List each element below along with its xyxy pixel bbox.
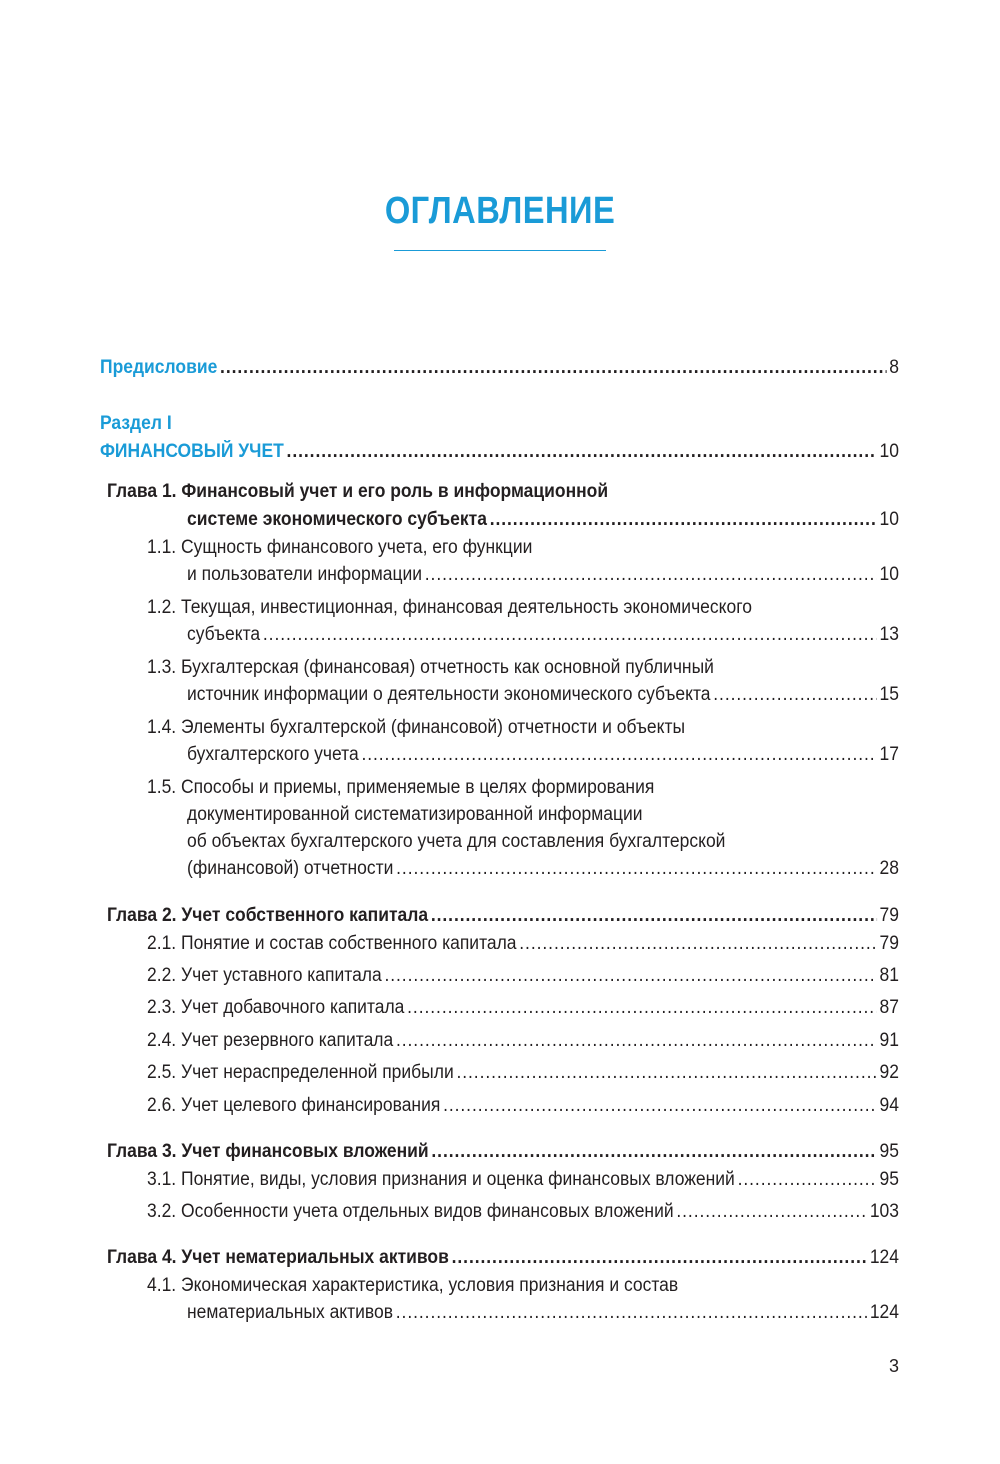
toc-page-number: 95 [879, 1141, 899, 1162]
dot-leader [452, 1246, 867, 1270]
toc-entry-2-5[interactable] [147, 1061, 899, 1085]
toc-entry-label: Глава 2. Учет собственного капитала [107, 905, 429, 926]
toc-entry-text: 1.2. Текущая, инвестиционная, финансовая деятельность экономического [147, 597, 752, 618]
toc-entry-3-2[interactable] [147, 1200, 899, 1224]
dot-leader [396, 1301, 867, 1325]
toc-entry-2-6[interactable] [147, 1094, 899, 1118]
toc-entry-1-3[interactable] [187, 683, 899, 707]
dot-leader [519, 932, 877, 956]
toc-page-number: 81 [879, 965, 899, 986]
toc-entry-label: источник информации о деятельности экономического субъекта [187, 684, 711, 705]
dot-leader [431, 1140, 876, 1164]
toc-entry-label: ФИНАНСОВЫЙ УЧЕТ [100, 441, 284, 462]
toc-entry-2-3[interactable] [147, 996, 899, 1020]
toc-page-number: 15 [879, 684, 899, 705]
toc-entry-text: документированной систематизированной информации [187, 804, 643, 825]
chapter-heading: Глава 1. Финансовый учет и его роль в информационной [107, 481, 609, 502]
title-underline [394, 250, 606, 251]
toc-page-number: 124 [869, 1302, 899, 1323]
toc-page-number: 17 [879, 744, 899, 765]
toc-entry-label: 2.4. Учет резервного капитала [147, 1030, 394, 1051]
toc-entry-chapter-3[interactable] [107, 1140, 899, 1164]
dot-leader [443, 1094, 877, 1118]
toc-entry-label: 2.3. Учет добавочного капитала [147, 997, 405, 1018]
toc-entry-label: 2.2. Учет уставного капитала [147, 965, 382, 986]
dot-leader [490, 508, 877, 532]
toc-page-number: 28 [879, 858, 899, 879]
toc-page-number: 79 [879, 933, 899, 954]
toc-entry-section[interactable] [100, 440, 899, 464]
page-title: ОГЛАВЛЕНИЕ [384, 190, 616, 232]
toc-entry-label: и пользователи информации [187, 564, 423, 585]
page-number: 3 [888, 1356, 899, 1376]
toc-entry-label: бухгалтерского учета [187, 744, 359, 765]
toc-page-number: 10 [879, 509, 899, 530]
toc-entry-2-4[interactable] [147, 1029, 899, 1053]
toc-page-number: 95 [879, 1169, 899, 1190]
toc-page-number: 10 [879, 441, 899, 462]
dot-leader [287, 440, 877, 464]
toc-entry-label: нематериальных активов [187, 1302, 394, 1323]
dot-leader [396, 857, 877, 881]
toc-entry-label: Глава 4. Учет нематериальных активов [107, 1247, 449, 1268]
toc-entry-text: об объектах бухгалтерского учета для составления бухгалтерской [187, 831, 726, 852]
toc-entry-1-5[interactable] [187, 857, 899, 881]
toc-entry-text: 1.1. Сущность финансового учета, его функции [147, 537, 533, 558]
toc-entry-label: Глава 3. Учет финансовых вложений [107, 1141, 429, 1162]
toc-entry-text: 4.1. Экономическая характеристика, условия признания и состав [147, 1275, 679, 1296]
section-label: Раздел I [100, 413, 172, 434]
dot-leader [713, 683, 877, 707]
toc-entry-label: субъекта [187, 624, 261, 645]
toc-page-number: 87 [879, 997, 899, 1018]
dot-leader [431, 904, 877, 928]
toc-entry-label: 3.1. Понятие, виды, условия признания и оценка финансовых вложений [147, 1169, 735, 1190]
toc-entry-label: системе экономического субъекта [187, 509, 487, 530]
toc-entry-chapter-2[interactable] [107, 904, 899, 928]
toc-entry-label: 2.5. Учет нераспределенной прибыли [147, 1062, 454, 1083]
dot-leader [738, 1168, 877, 1192]
dot-leader [456, 1061, 876, 1085]
toc-entry-1-2[interactable] [187, 623, 899, 647]
dot-leader [407, 996, 877, 1020]
toc-entry-text: 1.5. Способы и приемы, применяемые в целях формирования [147, 777, 655, 798]
toc-entry-label: 2.1. Понятие и состав собственного капитала [147, 933, 517, 954]
toc-page-number: 91 [879, 1030, 899, 1051]
toc-page-number: 79 [879, 905, 899, 926]
toc-page-number: 124 [869, 1247, 899, 1268]
toc-entry-1-1[interactable] [187, 563, 899, 587]
toc-entry-1-4[interactable] [187, 743, 899, 767]
dot-leader [396, 1029, 877, 1053]
toc-page-number: 92 [879, 1062, 899, 1083]
toc-entry-label: 3.2. Особенности учета отдельных видов финансовых вложений [147, 1201, 674, 1222]
toc-page-number: 8 [889, 357, 899, 378]
toc-entry-label: (финансовой) отчетности [187, 858, 394, 879]
toc-entry-label: Предисловие [100, 357, 218, 378]
dot-leader [384, 964, 876, 988]
toc-entry-chapter-1[interactable] [187, 508, 899, 532]
dot-leader [263, 623, 877, 647]
toc-entry-text: 1.3. Бухгалтерская (финансовая) отчетность как основной публичный [147, 657, 714, 678]
toc-entry-chapter-4[interactable] [107, 1246, 899, 1270]
toc-entry-3-1[interactable] [147, 1168, 899, 1192]
dot-leader [676, 1200, 867, 1224]
toc-entry-4-1[interactable] [187, 1301, 899, 1325]
toc-page-number: 13 [879, 624, 899, 645]
toc-entry-2-1[interactable] [147, 932, 899, 956]
dot-leader [220, 356, 886, 380]
toc-entry-text: 1.4. Элементы бухгалтерской (финансовой) отчетности и объекты [147, 717, 686, 738]
toc-page-number: 94 [879, 1095, 899, 1116]
dot-leader [425, 563, 877, 587]
toc-entry-2-2[interactable] [147, 964, 899, 988]
toc-page-number: 10 [879, 564, 899, 585]
dot-leader [361, 743, 876, 767]
toc-entry-label: 2.6. Учет целевого финансирования [147, 1095, 441, 1116]
toc-page-number: 103 [869, 1201, 899, 1222]
toc-entry-preface[interactable] [100, 356, 899, 380]
